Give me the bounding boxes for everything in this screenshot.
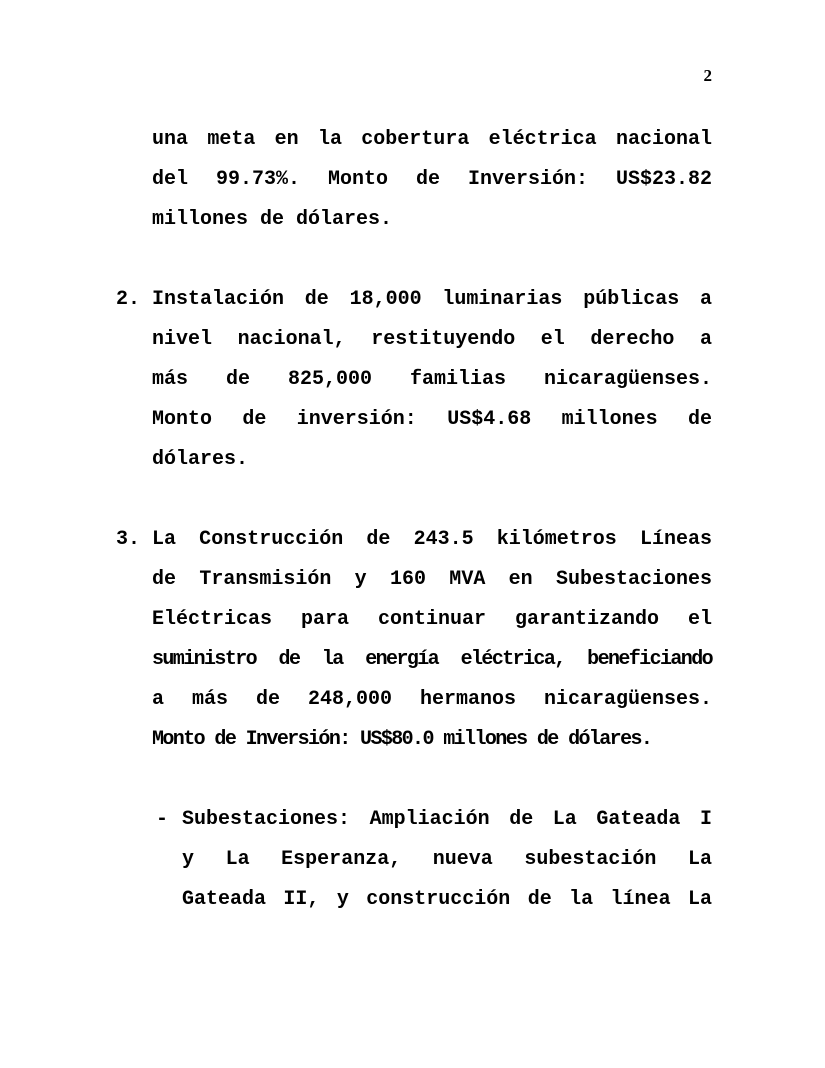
sub-item-line: Gateada II, y construcción de la línea La: [182, 888, 712, 911]
paragraph-line: una meta en la cobertura eléctrica nacional: [152, 128, 712, 151]
list-item-marker: 2.: [116, 288, 141, 311]
list-item-line: La Construcción de 243.5 kilómetros Líneas: [152, 528, 712, 551]
list-item-line: a más de 248,000 hermanos nicaragüenses.: [152, 688, 712, 711]
list-item-line: Eléctricas para continuar garantizando el: [152, 608, 712, 631]
list-item-line: Instalación de 18,000 luminarias públicas a: [152, 288, 712, 311]
page-number: 2: [703, 66, 712, 85]
paragraph-line: millones de dólares.: [152, 208, 393, 231]
sub-item-line: y La Esperanza, nueva subestación La: [182, 848, 712, 871]
list-item-line: dólares.: [152, 448, 249, 471]
list-item-marker: 3.: [116, 528, 141, 551]
list-item-line: Monto de inversión: US$4.68 millones de: [152, 408, 712, 431]
paragraph-line: del 99.73%. Monto de Inversión: US$23.82: [152, 168, 712, 191]
sub-item-marker: -: [156, 808, 169, 831]
list-item-line: más de 825,000 familias nicaragüenses.: [152, 368, 712, 391]
sub-item-line: Subestaciones: Ampliación de La Gateada I: [182, 808, 712, 831]
list-item-line: Monto de Inversión: US$80.0 millones de dólares.: [152, 728, 652, 751]
list-item-line: nivel nacional, restituyendo el derecho a: [152, 328, 712, 351]
list-item-line: suministro de la energía eléctrica, beneficiando: [152, 648, 712, 671]
list-item-line: de Transmisión y 160 MVA en Subestaciones: [152, 568, 712, 591]
